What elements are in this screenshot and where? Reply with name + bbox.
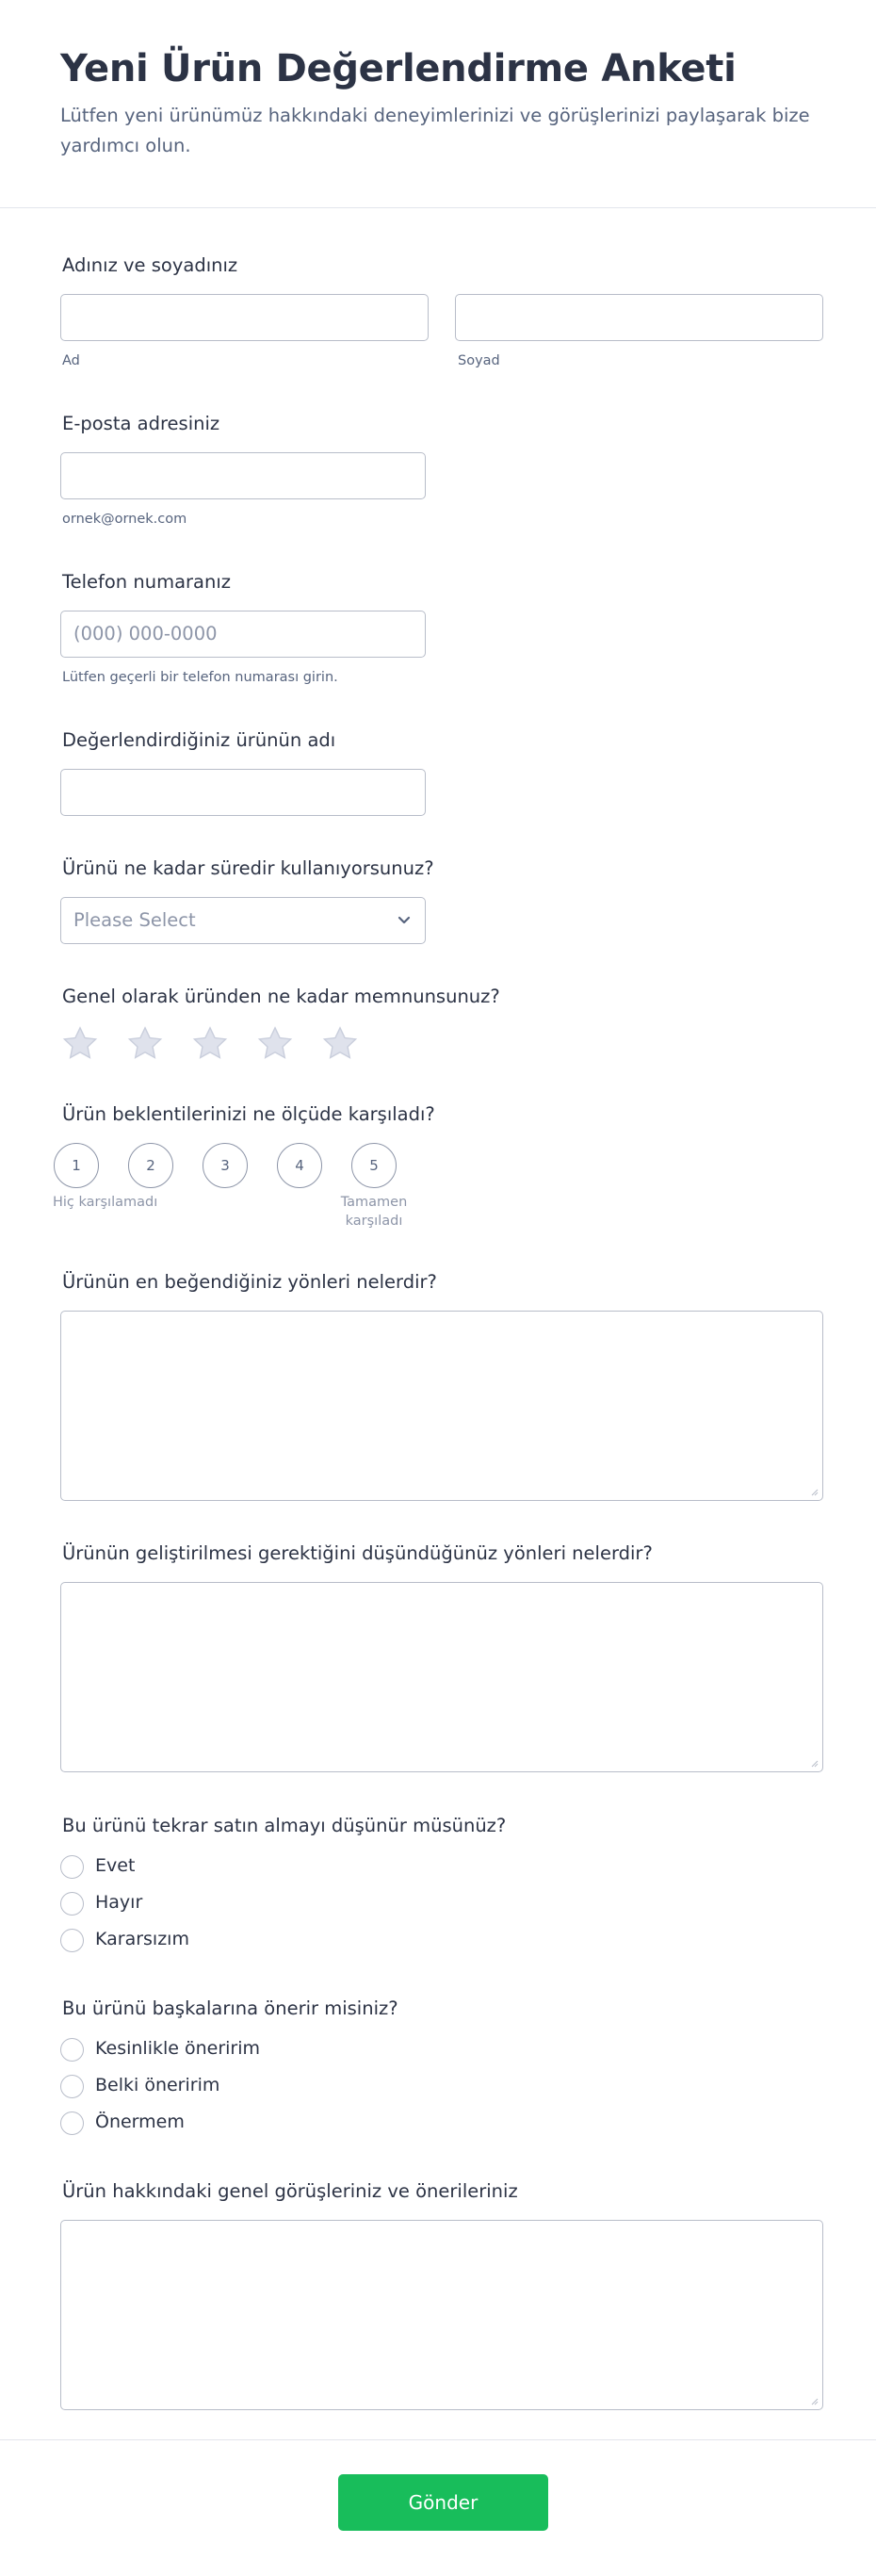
comments-textarea[interactable] (60, 2220, 823, 2410)
phone-label: Telefon numaranız (62, 571, 232, 593)
resize-handle-icon[interactable] (809, 2396, 819, 2405)
liked-aspects-label: Ürünün en beğendiğiniz yönleri nelerdir? (62, 1271, 437, 1293)
star-icon[interactable] (320, 1024, 360, 1064)
form-description: Lütfen yeni ürünümüz hakkındaki deneyimlerinizi ve görüşlerinizi paylaşarak bize yardımcı olun. (60, 105, 810, 156)
radio-label: Önermem (95, 2111, 185, 2132)
email-input[interactable] (60, 452, 426, 499)
radio-button[interactable] (60, 1892, 84, 1916)
full-name-label: Adınız ve soyadınız (62, 254, 238, 276)
usage-duration-label: Ürünü ne kadar süredir kullanıyorsunuz? (62, 857, 434, 879)
radio-label: Hayır (95, 1892, 143, 1913)
scale-option-2[interactable]: 2 (128, 1143, 173, 1188)
submit-button[interactable]: Gönder (338, 2474, 548, 2531)
recommend-label: Bu ürünü başkalarına önerir misiniz? (62, 1997, 398, 2019)
usage-duration-select[interactable] (60, 897, 426, 944)
scale-high-label-line2: karşıladı (345, 1214, 403, 1229)
chevron-down-icon (395, 910, 414, 929)
product-name-label: Değerlendirdiğiniz ürünün adı (62, 729, 336, 751)
improvement-aspects-textarea[interactable] (60, 1582, 823, 1772)
radio-button[interactable] (60, 1855, 84, 1879)
radio-button[interactable] (60, 2111, 84, 2135)
improvement-aspects-label: Ürünün geliştirilmesi gerektiğini düşündüğünüz yönleri nelerdir? (62, 1542, 653, 1564)
radio-label: Evet (95, 1855, 136, 1876)
email-sublabel: ornek@ornek.com (62, 512, 187, 527)
usage-duration-placeholder: Please Select (73, 909, 196, 931)
scale-low-label: Hiç karşılamadı (53, 1195, 158, 1210)
rebuy-label: Bu ürünü tekrar satın almayı düşünür müsünüz? (62, 1815, 507, 1836)
email-label: E-posta adresiniz (62, 413, 220, 434)
scale-option-3[interactable]: 3 (203, 1143, 248, 1188)
last-name-sublabel: Soyad (458, 353, 500, 368)
scale-option-1[interactable]: 1 (54, 1143, 99, 1188)
radio-label: Kararsızım (95, 1929, 189, 1949)
resize-handle-icon[interactable] (809, 1487, 819, 1496)
footer-divider (0, 2439, 876, 2440)
scale-high-label-line1: Tamamen (340, 1195, 408, 1210)
radio-button[interactable] (60, 1929, 84, 1952)
radio-label: Belki öneririm (95, 2075, 220, 2095)
product-name-input[interactable] (60, 769, 426, 816)
satisfaction-label: Genel olarak üründen ne kadar memnunsunuz? (62, 986, 500, 1007)
form-header (0, 0, 876, 208)
radio-button[interactable] (60, 2038, 84, 2062)
first-name-sublabel: Ad (62, 353, 80, 368)
comments-label: Ürün hakkındaki genel görüşleriniz ve önerileriniz (62, 2180, 518, 2202)
last-name-input[interactable] (455, 294, 823, 341)
phone-placeholder: (000) 000-0000 (73, 623, 218, 644)
liked-aspects-textarea[interactable] (60, 1311, 823, 1501)
first-name-input[interactable] (60, 294, 429, 341)
scale-option-4[interactable]: 4 (277, 1143, 322, 1188)
star-icon[interactable] (125, 1024, 165, 1064)
radio-label: Kesinlikle öneririm (95, 2038, 261, 2059)
expectations-label: Ürün beklentilerinizi ne ölçüde karşıladı? (62, 1103, 435, 1125)
form-title: Yeni Ürün Değerlendirme Anketi (60, 47, 737, 90)
resize-handle-icon[interactable] (809, 1758, 819, 1768)
scale-option-5[interactable]: 5 (351, 1143, 397, 1188)
star-icon[interactable] (190, 1024, 230, 1064)
star-icon[interactable] (255, 1024, 295, 1064)
phone-input[interactable] (60, 611, 426, 658)
phone-sublabel: Lütfen geçerli bir telefon numarası girin. (62, 670, 338, 685)
radio-button[interactable] (60, 2075, 84, 2098)
star-icon[interactable] (60, 1024, 100, 1064)
